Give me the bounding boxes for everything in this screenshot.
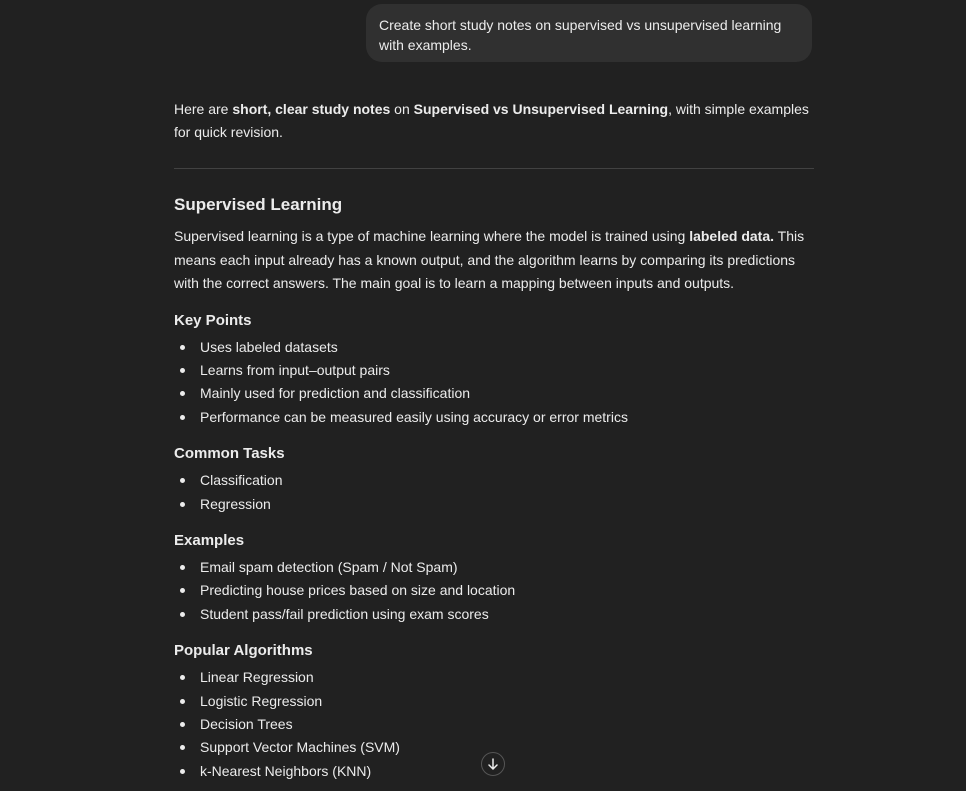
description-text-1: Supervised learning is a type of machine learning where the model is trained using xyxy=(174,228,690,244)
user-message-text: Create short study notes on supervised vs unsupervised learning with examples. xyxy=(379,17,782,53)
list-item: k-Nearest Neighbors (KNN) xyxy=(174,760,814,783)
list-item: Uses labeled datasets xyxy=(174,336,814,359)
common-tasks-heading: Common Tasks xyxy=(174,445,285,463)
section-title: Supervised Learning xyxy=(174,195,343,214)
scroll-to-bottom-button[interactable] xyxy=(481,752,505,776)
list-item: Email spam detection (Spam / Not Spam) xyxy=(174,556,814,579)
list-item: Support Vector Machines (SVM) xyxy=(174,736,814,759)
section-description xyxy=(174,225,814,296)
arrow-down-icon xyxy=(486,757,500,771)
intro-text-1: Here are xyxy=(174,101,233,117)
examples-list xyxy=(174,556,814,626)
algorithms-heading: Popular Algorithms xyxy=(174,642,313,660)
list-item: Mainly used for prediction and classification xyxy=(174,382,814,405)
examples-heading: Examples xyxy=(174,531,245,549)
list-item: Regression xyxy=(174,493,814,516)
intro-text-3: , with simple examples for quick revision. xyxy=(174,101,809,140)
list-item: Predicting house prices based on size and location xyxy=(174,579,814,602)
list-item: Learns from input–output pairs xyxy=(174,359,814,382)
intro-bold-2: Supervised vs Unsupervised Learning xyxy=(413,101,669,117)
list-item: Logistic Regression xyxy=(174,690,814,713)
intro-bold-1: short, clear study notes xyxy=(232,101,391,117)
key-points-list xyxy=(174,336,814,430)
list-item: Performance can be measured easily using accuracy or error metrics xyxy=(174,406,814,429)
user-message-bubble xyxy=(366,4,812,62)
assistant-response xyxy=(174,98,814,783)
list-item: Student pass/fail prediction using exam scores xyxy=(174,603,814,626)
list-item: Linear Regression xyxy=(174,666,814,689)
common-tasks-list xyxy=(174,469,814,516)
section-divider xyxy=(174,168,814,169)
description-text-2: This means each input already has a known output, and the algorithm learns by comparing its predictions with the correct answers. The main goal is to learn a mapping between inputs and outputs. xyxy=(174,228,805,291)
description-bold: labeled data. xyxy=(689,228,774,244)
list-item: Classification xyxy=(174,469,814,492)
intro-paragraph xyxy=(174,98,814,144)
intro-text-2: on xyxy=(390,101,414,117)
list-item: Decision Trees xyxy=(174,713,814,736)
key-points-heading: Key Points xyxy=(174,311,252,329)
